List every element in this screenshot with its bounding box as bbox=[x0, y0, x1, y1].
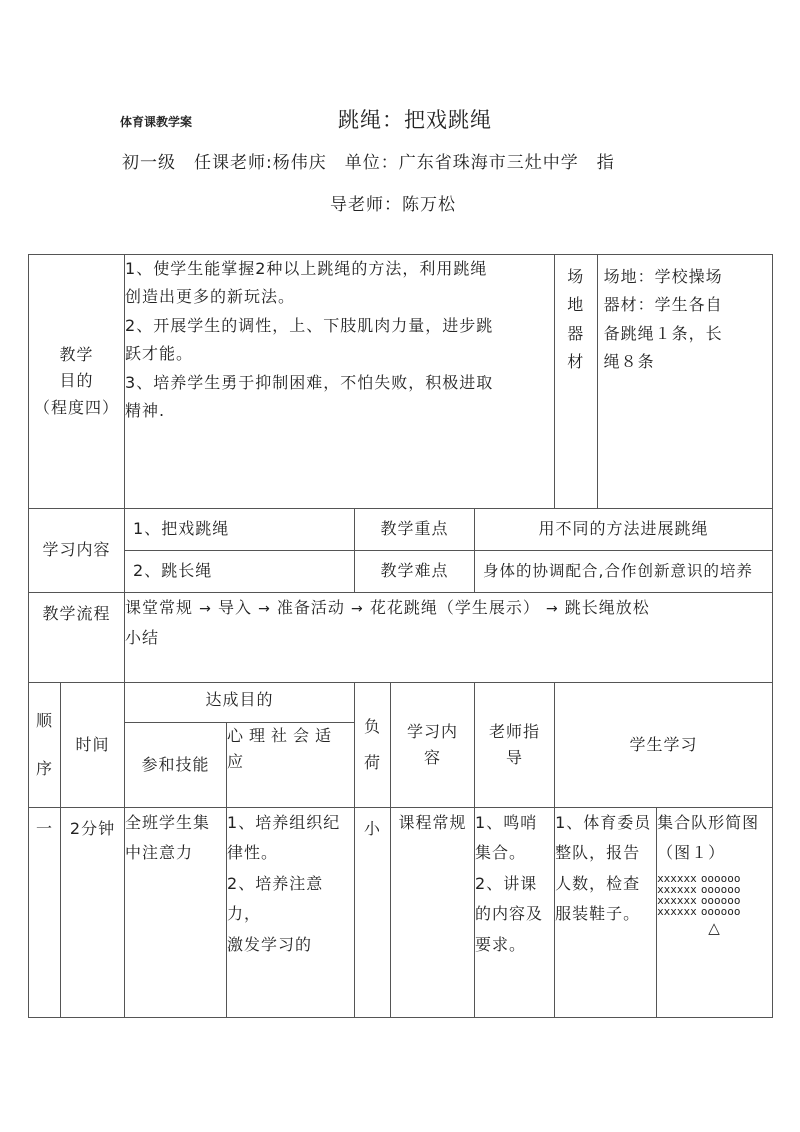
load-header-char: 负 bbox=[364, 716, 382, 736]
psych-header: 心理社会适应 bbox=[227, 723, 355, 808]
flow-step: 花花跳绳（学生展示） bbox=[369, 598, 540, 617]
teacher-name: 任课老师:杨伟庆 bbox=[194, 153, 327, 173]
formation-diagram bbox=[657, 873, 772, 917]
teacher-line: 1、鸣哨集合。 bbox=[475, 813, 538, 863]
flow-step: 导入 bbox=[217, 598, 252, 617]
objective-line: 3、培养学生勇于抑制困难，不怕失败，积极进取 bbox=[125, 372, 494, 392]
psych-line: 1、培养组织纪律性。 bbox=[227, 813, 341, 863]
objectives-label bbox=[29, 255, 125, 509]
teacher-position-icon: △ bbox=[708, 918, 721, 937]
order-header-char: 顺 bbox=[35, 710, 53, 730]
venue-label-char: 器 bbox=[567, 323, 585, 343]
formation-label: 集合队形简图（图１） bbox=[657, 813, 760, 863]
key-value: 用不同的方法进展跳绳 bbox=[475, 509, 773, 551]
row-time: 2分钟 bbox=[61, 808, 125, 1018]
row-psych bbox=[227, 808, 355, 1018]
psych-line: 2、培养注意力， bbox=[227, 873, 324, 924]
row-content: 课程常规 bbox=[391, 808, 475, 1018]
formation-cross-row: xxxxxx bbox=[657, 893, 697, 907]
formation-circle-group bbox=[701, 873, 741, 917]
guide-prefix: 指 bbox=[596, 153, 615, 173]
flow-label: 教学流程 bbox=[29, 593, 125, 683]
objectives-label-line: （程度四） bbox=[34, 397, 120, 417]
objectives-label-line: 目的 bbox=[59, 371, 94, 391]
venue-line: 场地：学校操场 bbox=[603, 267, 723, 286]
venue-label-char: 材 bbox=[567, 352, 585, 372]
order-header-char: 序 bbox=[35, 759, 53, 778]
teacher-guide-header: 老师指导 bbox=[475, 683, 555, 808]
flow-step: 跳长绳放松 bbox=[564, 598, 650, 617]
venue-label bbox=[555, 255, 597, 508]
order-header bbox=[29, 683, 61, 808]
formation-cross-row: xxxxxx bbox=[657, 871, 697, 885]
content-header: 学习内容 bbox=[391, 683, 475, 808]
venue-text bbox=[597, 255, 772, 508]
row-order: 一 bbox=[29, 808, 61, 1018]
venue-label-char: 场 bbox=[567, 267, 585, 286]
page-title: 跳绳：把戏跳绳 bbox=[338, 108, 492, 132]
formation-circle-row: oooooo bbox=[700, 893, 741, 907]
formation-circle-row: oooooo bbox=[700, 871, 741, 885]
venue-line: 绳８条 bbox=[603, 352, 655, 372]
info-line-1 bbox=[122, 148, 615, 173]
arrow-right-icon: → bbox=[351, 601, 364, 617]
content-item: 1、把戏跳绳 bbox=[125, 509, 355, 551]
objective-line: 2、开展学生的调性，上、下肢肌肉力量，进步跳 bbox=[125, 315, 494, 335]
load-header-char: 荷 bbox=[364, 753, 382, 772]
content-label: 学习内容 bbox=[29, 509, 125, 593]
objective-line: 创造出更多的新玩法。 bbox=[125, 287, 296, 307]
difficulty-label: 教学难点 bbox=[355, 551, 475, 593]
guide-teacher: 导老师：陈万松 bbox=[330, 195, 456, 215]
venue-label-char: 地 bbox=[567, 295, 585, 315]
psych-line: 激发学习的 bbox=[227, 934, 313, 954]
arrow-right-icon: → bbox=[545, 601, 559, 617]
row-load: 小 bbox=[355, 808, 391, 1018]
flow-step: 课堂常规 bbox=[125, 598, 194, 617]
grade: 初一级 bbox=[122, 153, 176, 173]
student-header: 学生学习 bbox=[555, 683, 773, 808]
teacher-line: 2、讲课的内容及要求。 bbox=[475, 873, 544, 954]
arrow-right-icon: → bbox=[199, 601, 212, 617]
objective-line: 精神. bbox=[125, 401, 166, 421]
difficulty-value: 身体的协调配合,合作创新意识的培养 bbox=[475, 551, 773, 593]
row-skill: 全班学生集中注意力 bbox=[125, 808, 227, 1018]
flow-step: 准备活动 bbox=[276, 598, 345, 617]
objectives-label-line: 教学 bbox=[59, 344, 94, 364]
objective-line: 跃才能。 bbox=[125, 344, 194, 364]
lesson-plan-table bbox=[28, 254, 773, 1018]
venue-line: 备跳绳１条，长 bbox=[603, 323, 723, 343]
row-formation bbox=[657, 808, 773, 1018]
venue-cell bbox=[555, 255, 773, 509]
row-student: 1、体育委员整队，报告人数，检查服装鞋子。 bbox=[555, 808, 657, 1018]
load-header bbox=[355, 683, 391, 808]
objective-line: 1、使学生能掌握2种以上跳绳的方法，利用跳绳 bbox=[125, 259, 488, 278]
key-label: 教学重点 bbox=[355, 509, 475, 551]
doc-label: 体育课教学案 bbox=[120, 115, 193, 129]
flow-step-last: 小结 bbox=[125, 628, 160, 648]
row-teacher bbox=[475, 808, 555, 1018]
formation-circle-row: oooooo bbox=[700, 882, 741, 896]
content-item: 2、跳长绳 bbox=[125, 551, 355, 593]
school-unit: 单位：广东省珠海市三灶中学 bbox=[344, 153, 579, 173]
formation-circle-row: oooooo bbox=[700, 904, 741, 918]
formation-cross-row: xxxxxx bbox=[657, 882, 697, 896]
flow-steps bbox=[125, 593, 773, 683]
time-header: 时间 bbox=[61, 683, 125, 808]
formation-cross-group bbox=[657, 873, 697, 917]
formation-cross-row: xxxxxx bbox=[657, 904, 697, 918]
venue-line: 器材：学生各自 bbox=[603, 295, 723, 315]
goal-header: 达成目的 bbox=[125, 683, 355, 723]
skill-header: 参和技能 bbox=[125, 723, 227, 808]
arrow-right-icon: → bbox=[258, 601, 271, 617]
objectives-text bbox=[125, 255, 555, 509]
